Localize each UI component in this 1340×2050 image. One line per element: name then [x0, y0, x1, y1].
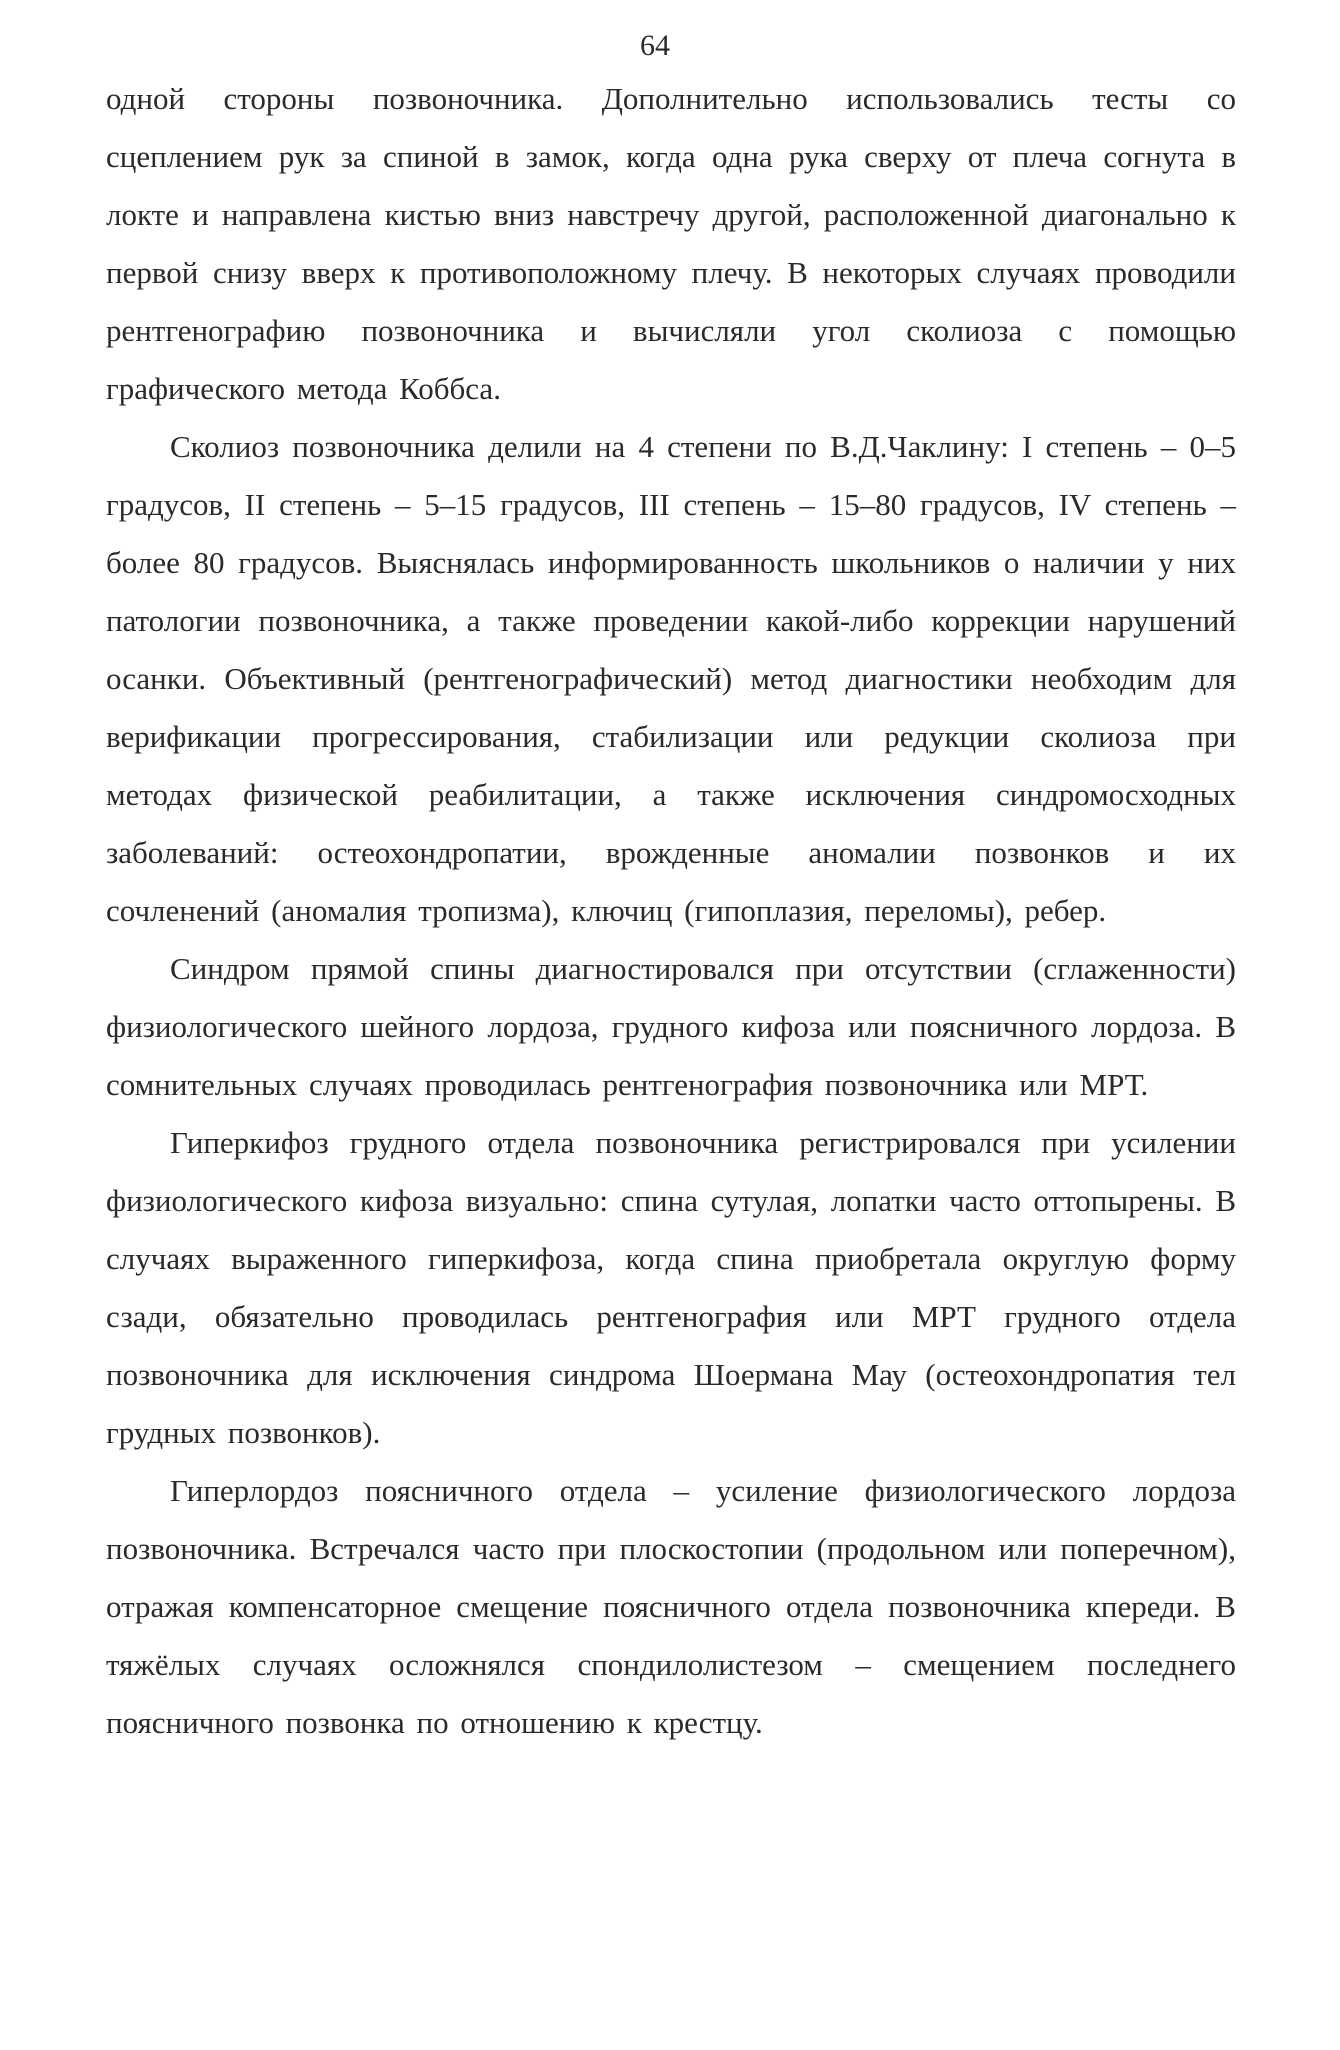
- paragraph-hyperkyphosis: Гиперкифоз грудного отдела позвоночника регистрировался при усилении физиологического кифоза визуально: спина сутулая, лопатки часто оттопырены. В случаях выраженного гиперкифоза, когда спина приобретала округлую форму сзади, обязательно проводилась рентгенография или МРТ грудного отдела позвоночника для исключения синдрома Шоермана Мау (остеохондропатия тел грудных позвонков).: [106, 1125, 1236, 1450]
- paragraph-hyperlordosis: Гиперлордоз поясничного отдела – усиление физиологического лордоза позвоночника. Встречался часто при плоскостопии (продольном или поперечном), отражая компенсаторное смещение поясничного отдела позвоночника кпереди. В тяжёлых случаях осложнялся спондилолистезом – смещением последнего поясничного позвонка по отношению к крестцу.: [106, 1473, 1236, 1740]
- page-number: 64: [640, 29, 670, 62]
- paragraph-straight-back-syndrome: Синдром прямой спины диагностировался при отсутствии (сглаженности) физиологического шейного лордоза, грудного кифоза или поясничного лордоза. В сомнительных случаях проводилась рентгенография позвоночника или МРТ.: [106, 951, 1236, 1102]
- paragraph-method-tests: одной стороны позвоночника. Дополнительно использовались тесты со сцеплением рук за спиной в замок, когда одна рука сверху от плеча согнута в локте и направлена кистью вниз навстречу другой, расположенной диагонально к первой снизу вверх к противоположному плечу. В некоторых случаях проводили рентгенографию позвоночника и вычисляли угол сколиоза с помощью графического метода Коббса.: [106, 81, 1236, 406]
- document-body: [106, 70, 1236, 1752]
- paragraph-scoliosis-degrees: Сколиоз позвоночника делили на 4 степени по В.Д.Чаклину: I степень – 0–5 градусов, II степень – 5–15 градусов, III степень – 15–80 градусов, IV степень – более 80 градусов. Выяснялась информированность школьников о наличии у них патологии позвоночника, а также проведении какой-либо коррекции нарушений осанки. Объективный (рентгенографический) метод диагностики необходим для верификации прогрессирования, стабилизации или редукции сколиоза при методах физической реабилитации, а также исключения синдромосходных заболеваний: остеохондропатии, врожденные аномалии позвонков и их сочленений (аномалия тропизма), ключиц (гипоплазия, переломы), ребер.: [106, 429, 1236, 928]
